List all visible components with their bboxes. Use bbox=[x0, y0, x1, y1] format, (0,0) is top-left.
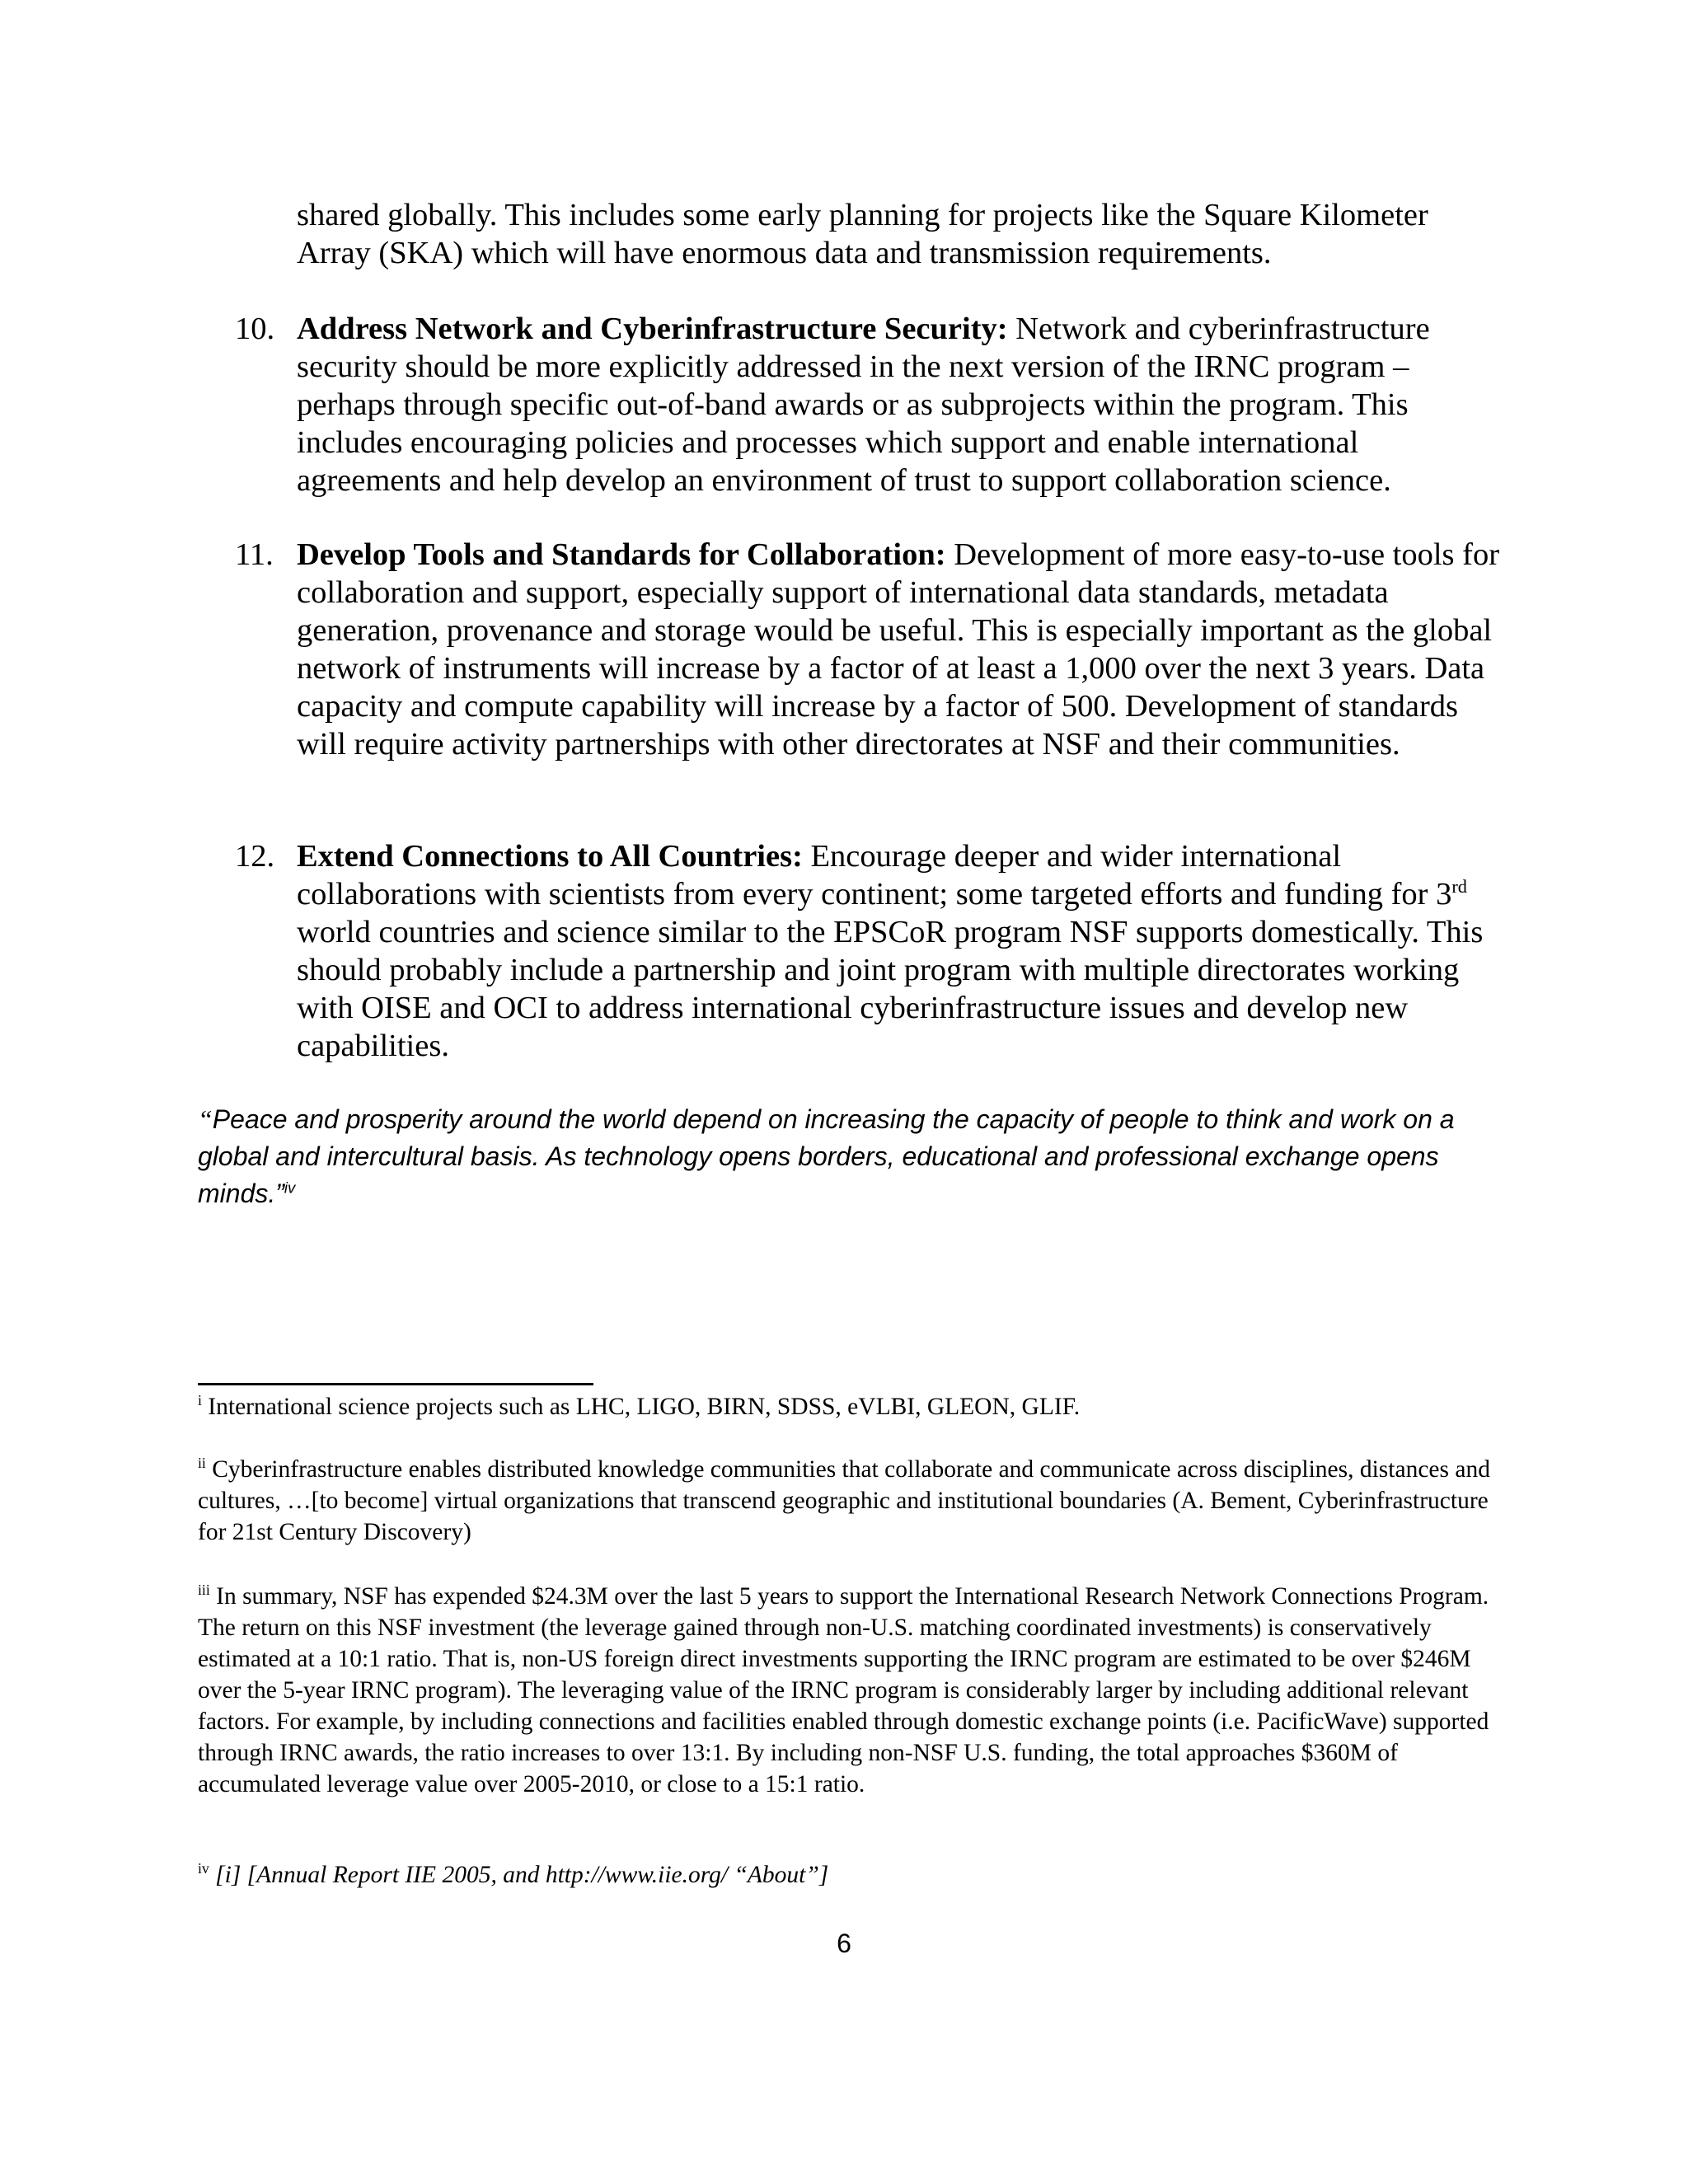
list-item-title: Develop Tools and Standards for Collaboration: bbox=[297, 537, 946, 572]
pull-quote bbox=[198, 1101, 1500, 1212]
intro-paragraph bbox=[297, 196, 1500, 272]
page-number: 6 bbox=[837, 1929, 851, 1958]
intro-line-1: shared globally. This includes some early planning for projects like the Square Kilometer bbox=[297, 198, 1428, 232]
footnote-marker: iii bbox=[198, 1582, 210, 1599]
intro-line-2: Array (SKA) which will have enormous data and transmission requirements. bbox=[297, 236, 1272, 270]
quote-text: Peace and prosperity around the world depend on increasing the capacity of people to think and work on a global and intercultural basis. As technology opens borders, educational and professional exchange opens minds.” bbox=[198, 1104, 1455, 1208]
footnote-marker: iv bbox=[198, 1860, 209, 1877]
footnote-separator bbox=[198, 1383, 593, 1385]
footnote-iii bbox=[198, 1581, 1500, 1800]
footnote-text: [i] [Annual Report IIE 2005, and http://www.iie.org/ “About”] bbox=[209, 1862, 829, 1888]
quote-footnote-ref: iv bbox=[284, 1179, 296, 1197]
footnote-ii bbox=[198, 1454, 1500, 1548]
footnote-text: Cyberinfrastructure enables distributed knowledge communities that collaborate and communicate across disciplines, distances and cultures, …[to become] virtual organizations that transcend geographic and institutional boundaries (A. Bement, Cyberinfrastructure for 21st Century Discovery) bbox=[198, 1456, 1490, 1545]
footnote-iv bbox=[198, 1859, 1500, 1891]
list-item-10 bbox=[235, 310, 1504, 499]
list-item-text: Network and cyberinfrastructure security should be more explicitly addressed in the next version of the IRNC program – perhaps through specific out-of-band awards or as subprojects within the program. This includes encouraging policies and processes which support and enable international agreements and help develop an environment of trust to support collaboration science. bbox=[297, 312, 1430, 498]
list-item-title: Address Network and Cyberinfrastructure Security: bbox=[297, 312, 1008, 346]
footnote-text: In summary, NSF has expended $24.3M over the last 5 years to support the International Research Network Connections Program. The return on this NSF investment (the leverage gained through non-U.S. matching coordinated investments) is conservatively estimated at a 10:1 ratio. That is, non-US foreign direct investments supporting the IRNC program are estimated to be over $246M over the 5-year IRNC program). The leveraging value of the IRNC program is considerably larger by including additional relevant factors. For example, by including connections and facilities enabled through domestic exchange points (i.e. PacificWave) supported through IRNC awards, the ratio increases to over 13:1. By including non-NSF U.S. funding, the total approaches $360M of accumulated leverage value over 2005-2010, or close to a 15:1 ratio. bbox=[198, 1583, 1489, 1797]
list-item-number: 10. bbox=[235, 312, 275, 346]
footnote-marker: i bbox=[198, 1392, 202, 1409]
list-item-11 bbox=[235, 536, 1504, 763]
footnote-i bbox=[198, 1391, 1500, 1422]
list-item-text: Development of more easy-to-use tools for collaboration and support, especially support of international data standards, metadata generation, provenance and storage would be useful. This is especially important as the global network of instruments will increase by a factor of at least a 1,000 over the next 3 years. Data capacity and compute capability will increase by a factor of 500. Development of standards will require activity partnerships with other directorates at NSF and their communities. bbox=[297, 537, 1500, 762]
list-item-number: 11. bbox=[235, 537, 274, 572]
list-item-12 bbox=[235, 837, 1504, 1065]
list-item-text-b: world countries and science similar to the EPSCoR program NSF supports domestically. This should probably include a partnership and joint program with multiple directorates working with OISE and OCI to address international cyberinfrastructure issues and develop new capabilities. bbox=[297, 915, 1484, 1063]
footnote-marker: ii bbox=[198, 1455, 206, 1472]
list-item-number: 12. bbox=[235, 839, 275, 874]
ordinal-superscript: rd bbox=[1451, 876, 1467, 898]
list-item-title: Extend Connections to All Countries: bbox=[297, 839, 803, 874]
quote-open-mark: “ bbox=[198, 1104, 213, 1134]
footnote-text: International science projects such as LHC, LIGO, BIRN, SDSS, eVLBI, GLEON, GLIF. bbox=[201, 1394, 1081, 1420]
list-item-text-a: Encourage deeper and wider international collaborations with scientists from every continent; some targeted efforts and funding for 3 bbox=[297, 839, 1452, 912]
